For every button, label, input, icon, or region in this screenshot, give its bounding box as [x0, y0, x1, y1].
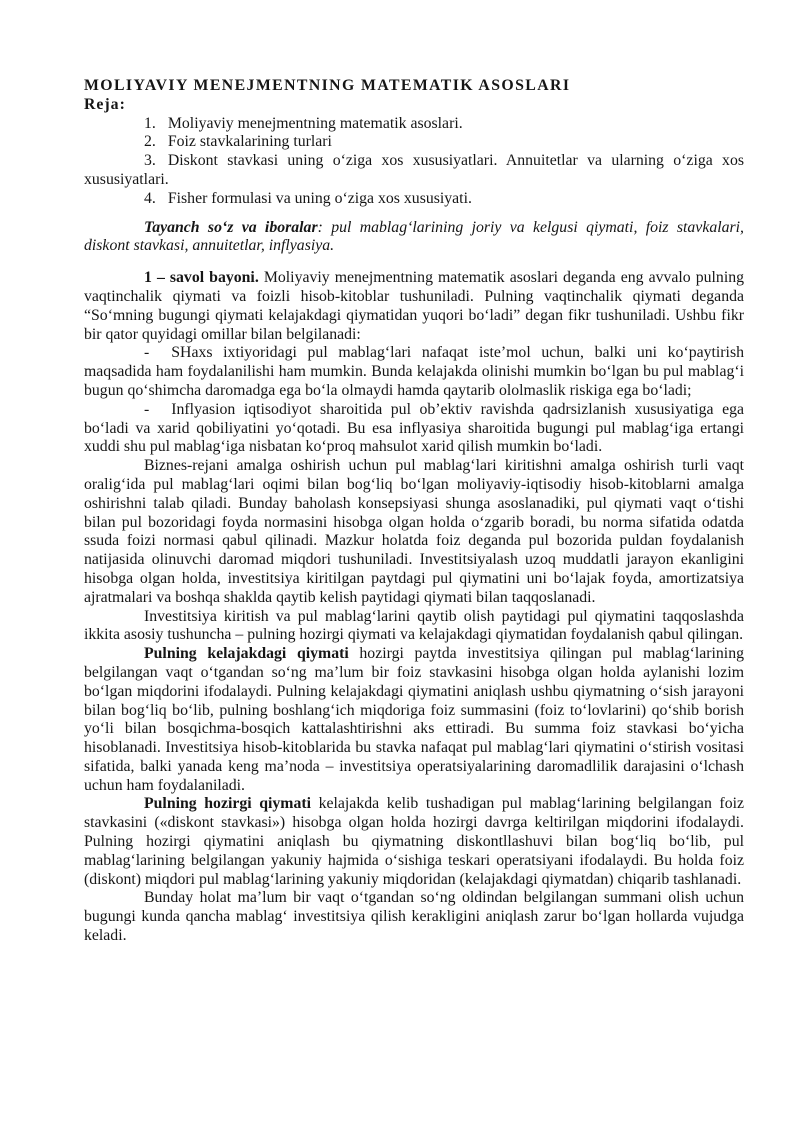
plan-item [84, 152, 744, 190]
plan-item-text: Foiz stavkalarining turlari [167, 133, 332, 151]
paragraph-text: Investitsiya kiritish va pul mablag‘larini qaytib olish paytidagi pul qiymatini taqqoslashda ikkita asosiy tushuncha – pulning hozirgi qiymati va kelajakdagi qiymatidan foydalanish qabul qilingan. [84, 607, 744, 644]
body-paragraph [84, 608, 744, 646]
plan-item-text: Diskont stavkasi uning o‘ziga xos xususiyatlari. Annuitetlar va ularning o‘ziga xos xususiyatlari. [84, 152, 744, 188]
plan-item-number: 3. [144, 152, 156, 170]
paragraph-text: Moliyaviy menejmentning matematik asoslari deganda eng avvalo pulning vaqtinchalik qiymati va foizli hisob-kitoblar tushuniladi. Pulning vaqtinchalik qiymati deganda “So‘mning bugungi qiymati kelajakdagi qiymatidan yuqori bo‘ladi” degan fikr tushuniladi. Ushbu fikr bir qator quyidagi omillar bilan belgilanadi: [84, 269, 745, 343]
bullet-paragraph [84, 344, 744, 400]
plan-item-number: 1. [144, 114, 156, 132]
plan-item [84, 133, 744, 152]
keywords-paragraph [84, 219, 744, 257]
keywords-lead: Tayanch so‘z va iboralar [144, 218, 318, 236]
plan-item-number: 2. [144, 133, 156, 151]
dash-marker: - [144, 400, 150, 418]
paragraph-lead-bold: Pulning kelajakdagi qiymati [144, 645, 349, 663]
paragraph-lead-bold: 1 – savol bayoni. [144, 269, 259, 287]
plan-heading: Reja: [84, 95, 126, 113]
keywords-text: : pul mablag‘larining joriy va kelgusi qiymati, foiz stavkalari, diskont stavkasi, annuitetlar, inflyasiya. [84, 218, 745, 255]
body-paragraph [84, 645, 744, 795]
body-paragraph [84, 795, 744, 889]
plan-item-number: 4. [144, 189, 156, 207]
paragraph-text: kelajakda kelib tushadigan pul mablag‘larining belgilangan foiz stavkasini («diskont stavkasi») hisobga olgan holda hozirgi davrga keltirilgan miqdorini ifodalaydi. Pulning hozirgi qiymatini aniqlash bu qiymatning diskontllashuvi bilan bog‘liq bo‘lib, pul mablag‘larining belgilangan yakuniy hajmida o‘sishiga teskari operatsiyani ifodalaydi. Bu holda foiz (diskont) miqdori pul mablag‘larining yakuniy miqdoridan (kelajakdagi qiymatdan) chiqarib tashlanadi. [84, 795, 744, 888]
paragraph-lead-bold: Pulning hozirgi qiymati [144, 795, 312, 813]
plan-item [84, 115, 744, 134]
plan-item [84, 190, 744, 209]
plan-item-text: Moliyaviy menejmentning matematik asoslari. [167, 114, 463, 132]
body-paragraph [84, 457, 744, 607]
bullet-text: SHaxs ixtiyoridagi pul mablag‘lari nafaqat iste’mol uchun, balki uni ko‘paytirish maqsadida ham foydalanilishi ham mumkin. Bunda kelajakda olinishi mumkin bo‘lgan bu pul mablag‘i bugun qo‘shimcha daromadga ega bo‘la olmaydi hamda qaytarib ololmaslik riskiga ega bo‘ladi; [84, 344, 744, 399]
body-paragraph [84, 889, 744, 945]
bullet-paragraph [84, 401, 744, 457]
body-paragraph [84, 269, 744, 344]
dash-marker: - [144, 344, 150, 362]
paragraph-text: hozirgi paytda investitsiya qilingan pul mablag‘larining belgilangan vaqt o‘tgandan so‘ng ma’lum bir foiz stavkasini hisobga olgan holda aylanishi lozim bo‘lgan miqdorini ifodalaydi. Pulning kelajakdagi qiymatini aniqlash ushbu qiymatning o‘sish jarayoni bilan bog‘liq bo‘lib, pulning boshlang‘ich miqdoriga foiz summasini (foiz to‘lovlarini) qo‘shib borish yo‘li bilan bosqichma-bosqich kattalashtirishni aks ettiradi. Bu summa foiz stavkasi bo‘yicha hisoblanadi. Investitsiya hisob-kitoblarida bu stavka nafaqat pul mablag‘lari qiymatini o‘stirish vositasi sifatida, balki yanada keng ma’noda – investitsiya operatsiyalarining daromadlilik darajasini o‘lchash uchun ham foydalaniladi. [84, 645, 744, 794]
plan-item-text: Fisher formulasi va uning o‘ziga xos xususiyati. [167, 189, 472, 207]
paragraph-text: Bunday holat ma’lum bir vaqt o‘tgandan so‘ng oldindan belgilangan summani olish uchun bugungi kunda qancha mablag‘ investitsiya qilish kerakligini aniqlash zarur bo‘lgan hollarda vujudga keladi. [84, 889, 744, 945]
document-title: MOLIYAVIY MENEJMENTNING MATEMATIK ASOSLARI [84, 77, 571, 94]
paragraph-text: Biznes-rejani amalga oshirish uchun pul mablag‘lari kiritishni amalga oshirish turli vaqt oralig‘ida pul mablag‘lari oqimi bilan bog‘liq bo‘lgan moliyaviy-iqtisodiy hisob-kitoblarni amalga oshirishni talab qiladi. Bunday baholash konsepsiyasi shunga asoslanadiki, pul qiymati vaqt o‘tishi bilan pul bozoridagi foyda normasini hisobga olgan holda o‘zgarib boradi, bu norma sifatida odatda ssuda foizi normasi qabul qilinadi. Mazkur holatda foiz deganda pul bozorida puldan foydalanish natijasida olinuvchi daromad miqdori tushuniladi. Investitsiyalash uzoq muddatli jarayon ekanligini hisobga olgan holda, investitsiya kiritilgan paytdagi pul qiymatini uni bo‘lajak foyda, amortizatsiya ajratmalari va boshqa shaklda qaytib kelish paytidagi qiymati bilan taqqoslanadi. [84, 457, 744, 606]
bullet-text: Inflyasion iqtisodiyot sharoitida pul ob’ektiv ravishda qadrsizlanish xususiyatiga ega bo‘ladi va xarid qobiliyatini yo‘qotadi. Bu esa inflyasiya sharoitida bugungi pul mablag‘iga ertangi xuddi shu pul mablag‘iga nisbatan ko‘proq mahsulot xarid qilish mumkin bo‘ladi. [84, 400, 744, 456]
